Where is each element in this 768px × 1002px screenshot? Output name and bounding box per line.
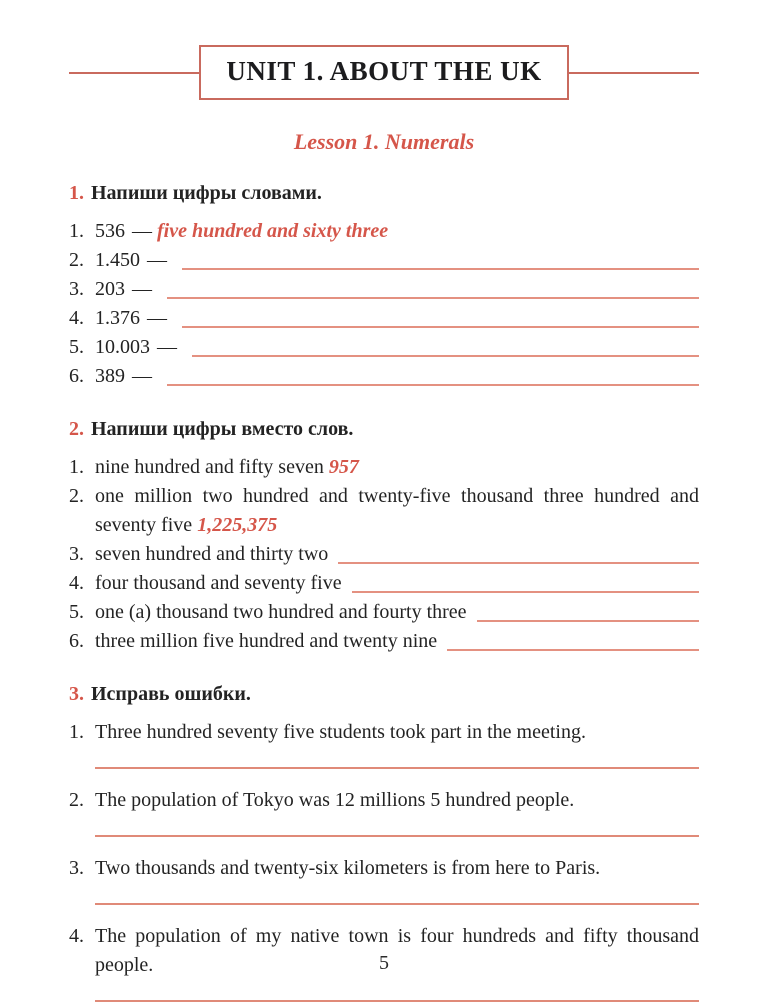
answer-line[interactable] (95, 835, 699, 837)
item-text: one (a) thousand two hundred and fourty three (95, 601, 467, 623)
item-prompt: 1.450 (95, 249, 140, 271)
exercise-1-number: 1. (69, 182, 84, 204)
exercise-2-heading (69, 415, 699, 444)
answer-line[interactable] (95, 903, 699, 905)
item-text: three million five hundred and twenty nine (95, 630, 438, 652)
item-number: 1. (69, 721, 84, 743)
item-number: 3. (69, 543, 84, 565)
right-rule (569, 72, 699, 74)
item-dash: — (157, 336, 177, 358)
item-text: Three hundred seventy five students took part in the meeting. (95, 721, 586, 743)
item-number: 2. (69, 789, 84, 811)
answer-line[interactable] (338, 562, 699, 564)
exercise-item (69, 275, 699, 304)
exercise-item (69, 598, 699, 627)
exercise-item (69, 246, 699, 275)
exercise-1-heading (69, 179, 699, 208)
item-number: 4. (69, 572, 84, 594)
item-text: Two thousands and twenty-six kilometers is from here to Paris. (95, 857, 601, 879)
exercise-3-heading (69, 680, 699, 709)
item-number: 2. (69, 485, 84, 507)
item-text: four thousand and seventy five (95, 572, 342, 594)
exercise-item (69, 569, 699, 598)
exercise-3-instruction: Исправь ошибки. (91, 683, 251, 705)
item-dash: — (147, 307, 167, 329)
item-number: 6. (69, 365, 84, 387)
item-number: 5. (69, 601, 84, 623)
item-answer: 1,225,375 (197, 514, 278, 536)
exercise-2 (69, 415, 699, 656)
exercise-item (69, 718, 699, 747)
answer-line[interactable] (167, 384, 699, 386)
item-answer: five hundred and sixty three (157, 220, 389, 242)
item-text: The population of Tokyo was 12 millions 5 hundred people. (95, 789, 575, 811)
exercise-1 (69, 179, 699, 391)
item-number: 6. (69, 630, 84, 652)
exercise-1-instruction: Напиши цифры словами. (91, 182, 322, 204)
item-text: seven hundred and thirty two (95, 543, 329, 565)
page-number: 5 (379, 952, 389, 974)
item-dash: — (132, 278, 152, 300)
exercise-item (69, 217, 699, 246)
exercise-item (69, 304, 699, 333)
item-number: 1. (69, 456, 84, 478)
exercise-2-instruction: Напиши цифры вместо слов. (91, 418, 354, 440)
item-number: 4. (69, 307, 84, 329)
exercise-item (69, 786, 699, 815)
answer-line[interactable] (477, 620, 699, 622)
exercise-item (69, 362, 699, 391)
unit-title-box (199, 45, 568, 100)
item-number: 4. (69, 925, 84, 947)
exercise-item (69, 453, 699, 482)
item-dash: — (132, 365, 152, 387)
exercise-item (69, 854, 699, 883)
unit-title: UNIT 1. ABOUT THE UK (226, 56, 542, 86)
answer-line[interactable] (167, 297, 699, 299)
exercise-3-number: 3. (69, 683, 84, 705)
lesson-title: Lesson 1. Numerals (293, 129, 475, 154)
unit-title-band (69, 45, 699, 100)
answer-line[interactable] (182, 268, 699, 270)
exercise-2-number: 2. (69, 418, 84, 440)
exercise-item (69, 540, 699, 569)
item-prompt: 536 (95, 220, 125, 242)
item-text: nine hundred and fifty seven (95, 456, 324, 478)
item-number: 5. (69, 336, 84, 358)
answer-line[interactable] (182, 326, 699, 328)
answer-line[interactable] (447, 649, 699, 651)
item-dash: — (132, 220, 152, 242)
item-text: The population of my native town is four hundreds and fifty thousand people. (95, 925, 699, 976)
item-number: 3. (69, 278, 84, 300)
item-number: 3. (69, 857, 84, 879)
left-rule (69, 72, 199, 74)
item-answer: 957 (328, 456, 359, 478)
answer-line[interactable] (95, 767, 699, 769)
item-dash: — (147, 249, 167, 271)
item-prompt: 10.003 (95, 336, 150, 358)
item-prompt: 389 (95, 365, 125, 387)
answer-line[interactable] (352, 591, 699, 593)
item-number: 1. (69, 220, 84, 242)
answer-line[interactable] (192, 355, 699, 357)
item-prompt: 203 (95, 278, 125, 300)
item-number: 2. (69, 249, 84, 271)
item-text: one million two hundred and twenty-five thousand three hundred and seventy five (95, 485, 699, 536)
item-prompt: 1.376 (95, 307, 140, 329)
exercise-item (69, 627, 699, 656)
exercise-item (69, 333, 699, 362)
exercise-item (69, 482, 699, 540)
